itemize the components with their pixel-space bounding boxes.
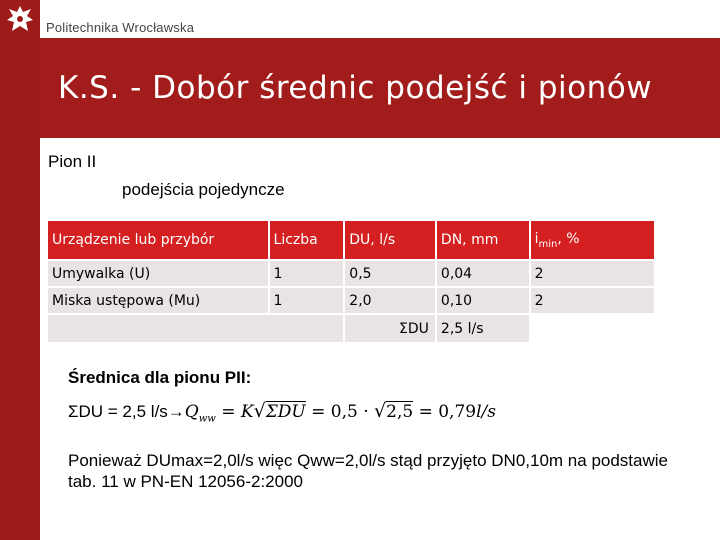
fixtures-table	[48, 221, 654, 344]
sum-blank-cell	[48, 315, 345, 344]
formula-root2: 2,5	[386, 402, 414, 422]
sum-empty-cell	[531, 315, 654, 344]
header-count: Liczba	[270, 221, 346, 261]
formula-q-sub: ww	[198, 413, 216, 425]
left-accent-bar	[0, 0, 40, 540]
formula-unit: l/s	[476, 402, 496, 422]
formula-prefix: ΣDU = 2,5 l/s→	[68, 402, 185, 421]
university-name: Politechnika Wrocławska	[46, 20, 195, 35]
cell-fixture: Miska ustępowa (Mu)	[48, 288, 270, 315]
imin-suffix: , %	[557, 230, 580, 247]
formula-eq3: = 0,79	[413, 402, 477, 422]
sqrt-icon: √	[253, 400, 266, 422]
formula-eq2: = 0,5 ·	[305, 402, 375, 422]
cell-dn: 0,10	[437, 288, 531, 315]
university-logo	[0, 0, 40, 40]
cell-count: 1	[270, 261, 346, 288]
header-du: DU, l/s	[345, 221, 437, 261]
header-dn: DN, mm	[437, 221, 531, 261]
cell-du: 0,5	[345, 261, 437, 288]
formula-k: K	[240, 402, 254, 422]
formula-eq1: =	[215, 402, 241, 422]
formula-root1: ΣDU	[265, 402, 306, 422]
pion-label: Pion II	[48, 152, 97, 171]
sqrt-icon: √	[374, 400, 387, 422]
table-row	[48, 261, 654, 288]
sum-label: ΣDU	[345, 315, 437, 344]
header-fixture: Urządzenie lub przybór	[48, 221, 270, 261]
cell-imin: 2	[531, 261, 654, 288]
table-header-row	[48, 221, 654, 261]
table-row	[48, 288, 654, 315]
formula-q: Q	[184, 402, 199, 422]
sum-value: 2,5 l/s	[437, 315, 531, 344]
cell-fixture: Umywalka (U)	[48, 261, 270, 288]
cell-count: 1	[270, 288, 346, 315]
header-imin	[531, 221, 654, 261]
imin-sub: min	[538, 238, 558, 250]
cell-dn: 0,04	[437, 261, 531, 288]
eagle-logo-icon	[5, 4, 35, 36]
cell-imin: 2	[531, 288, 654, 315]
formula-line	[68, 400, 496, 424]
table-sum-row	[48, 315, 654, 344]
cell-du: 2,0	[345, 288, 437, 315]
podejscia-label: podejścia pojedyncze	[122, 180, 285, 199]
calc-note: Ponieważ DUmax=2,0l/s więc Qww=2,0l/s stąd przyjęto DN0,10m na podstawie tab. 11 w PN-EN 12056-2:2000	[68, 451, 668, 491]
slide-title: K.S. - Dobór średnic podejść i pionów	[58, 70, 653, 106]
imin-main: i	[534, 230, 539, 247]
calc-heading: Średnica dla pionu PII:	[68, 368, 252, 387]
